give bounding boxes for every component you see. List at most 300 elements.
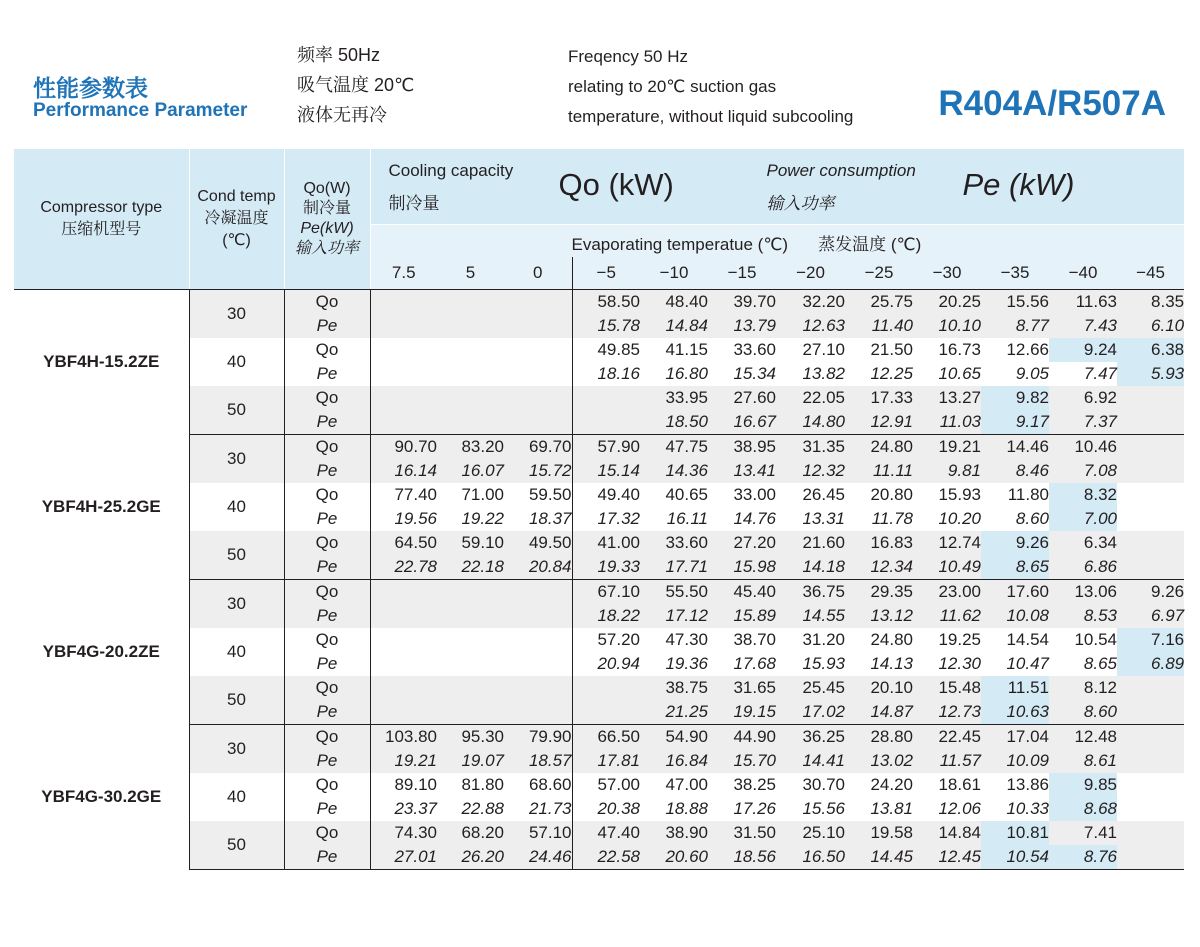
pe-value [504, 604, 572, 628]
pe-value: 12.91 [845, 410, 913, 435]
qo-value: 11.51 [981, 676, 1049, 700]
qo-value: 58.50 [572, 290, 640, 315]
header-qpe-line: Pe(kW) [300, 220, 354, 237]
pe-value: 19.33 [572, 555, 640, 580]
table-header [14, 149, 1184, 290]
qo-value: 57.20 [572, 628, 640, 652]
qo-label: Qo [284, 386, 370, 410]
qo-value [504, 580, 572, 605]
pe-value [370, 362, 437, 386]
pe-value [437, 604, 504, 628]
qo-value: 69.70 [504, 435, 572, 460]
qo-value: 19.58 [845, 821, 913, 845]
qo-value [370, 580, 437, 605]
pe-value: 8.77 [981, 314, 1049, 338]
pe-value: 13.79 [708, 314, 776, 338]
pe-value: 10.09 [981, 749, 1049, 773]
condition-cn-line: 频率 50Hz [297, 45, 381, 65]
pe-label: Pe [284, 700, 370, 725]
evap-temp-en: Evaporating temperatue (℃) [571, 235, 789, 254]
qo-value: 13.06 [1049, 580, 1117, 605]
pe-value: 12.73 [913, 700, 981, 725]
header-evap-temp [370, 225, 1184, 258]
qo-value [504, 338, 572, 362]
table-row [14, 580, 1184, 605]
qo-value: 24.80 [845, 628, 913, 652]
table-row [14, 435, 1184, 460]
pe-label: Pe [284, 507, 370, 531]
pe-value: 19.56 [370, 507, 437, 531]
qo-value: 27.20 [708, 531, 776, 555]
table-row [14, 386, 1184, 410]
table-row [14, 531, 1184, 555]
pe-value: 17.12 [640, 604, 708, 628]
pe-value [1117, 555, 1184, 580]
pe-value: 8.60 [1049, 700, 1117, 725]
table-row [14, 290, 1184, 315]
qo-value: 38.90 [640, 821, 708, 845]
pe-value: 16.80 [640, 362, 708, 386]
pe-value [1117, 700, 1184, 725]
qo-value: 45.40 [708, 580, 776, 605]
qo-value [437, 290, 504, 315]
qo-label: Qo [284, 483, 370, 507]
pe-value: 13.02 [845, 749, 913, 773]
qo-value: 15.56 [981, 290, 1049, 315]
pe-value: 13.31 [776, 507, 845, 531]
pe-value: 12.32 [776, 459, 845, 483]
cond-temp-value: 30 [189, 580, 284, 629]
qo-value [1117, 435, 1184, 460]
qo-value: 16.83 [845, 531, 913, 555]
qo-value: 57.00 [572, 773, 640, 797]
pe-value: 19.22 [437, 507, 504, 531]
pe-value [504, 652, 572, 676]
qo-value: 9.85 [1049, 773, 1117, 797]
qo-value: 31.35 [776, 435, 845, 460]
qo-value: 9.24 [1049, 338, 1117, 362]
qo-value: 74.30 [370, 821, 437, 845]
compressor-model-name: YBF4H-15.2ZE [14, 290, 189, 435]
qo-value: 14.54 [981, 628, 1049, 652]
qo-value: 89.10 [370, 773, 437, 797]
pe-value: 22.58 [572, 845, 640, 870]
pe-label: Pe [284, 652, 370, 676]
qo-label: Qo [284, 290, 370, 315]
pe-value: 14.55 [776, 604, 845, 628]
evap-temp-header: 7.5 [370, 257, 437, 290]
evap-temp-header: 5 [437, 257, 504, 290]
qo-value: 68.20 [437, 821, 504, 845]
pe-value: 11.57 [913, 749, 981, 773]
cooling-capacity-unit: Qo (kW) [558, 167, 674, 202]
qo-label: Qo [284, 821, 370, 845]
evap-temp-header: −35 [981, 257, 1049, 290]
pe-value: 17.81 [572, 749, 640, 773]
evap-temp-header: −40 [1049, 257, 1117, 290]
pe-value: 8.61 [1049, 749, 1117, 773]
qo-value: 31.20 [776, 628, 845, 652]
qo-value: 8.35 [1117, 290, 1184, 315]
pe-value: 13.81 [845, 797, 913, 821]
qo-value: 28.80 [845, 725, 913, 750]
pe-value: 11.11 [845, 459, 913, 483]
pe-value: 17.26 [708, 797, 776, 821]
header-type-en: Compressor type [40, 199, 163, 216]
pe-value [1117, 845, 1184, 870]
qo-value: 77.40 [370, 483, 437, 507]
qo-value [572, 386, 640, 410]
qo-value: 29.35 [845, 580, 913, 605]
pe-value: 8.46 [981, 459, 1049, 483]
qo-value: 44.90 [708, 725, 776, 750]
pe-value: 15.78 [572, 314, 640, 338]
condition-cn-line: 吸气温度 20℃ [297, 75, 415, 95]
conditions-en [568, 42, 853, 132]
qo-value [1117, 531, 1184, 555]
pe-value: 6.10 [1117, 314, 1184, 338]
pe-value: 14.41 [776, 749, 845, 773]
qo-label: Qo [284, 338, 370, 362]
qo-value: 30.70 [776, 773, 845, 797]
pe-value: 7.43 [1049, 314, 1117, 338]
pe-value: 24.46 [504, 845, 572, 870]
pe-value [437, 362, 504, 386]
qo-value: 23.00 [913, 580, 981, 605]
pe-value: 12.06 [913, 797, 981, 821]
qo-value [504, 676, 572, 700]
qo-value: 39.70 [708, 290, 776, 315]
evap-temp-header: 0 [504, 257, 572, 290]
qo-value: 49.85 [572, 338, 640, 362]
pe-value: 18.56 [708, 845, 776, 870]
condition-en-line: Freqency 50 Hz [568, 47, 688, 66]
pe-value: 21.73 [504, 797, 572, 821]
qo-value [1117, 483, 1184, 507]
pe-value: 18.50 [640, 410, 708, 435]
pe-value: 12.45 [913, 845, 981, 870]
qo-value: 12.66 [981, 338, 1049, 362]
qo-value: 83.20 [437, 435, 504, 460]
pe-value [504, 410, 572, 435]
pe-value: 26.20 [437, 845, 504, 870]
qo-value: 95.30 [437, 725, 504, 750]
header-compressor-type [14, 149, 189, 290]
pe-value: 14.84 [640, 314, 708, 338]
qo-value: 13.27 [913, 386, 981, 410]
pe-value [437, 652, 504, 676]
qo-value: 8.12 [1049, 676, 1117, 700]
qo-value: 68.60 [504, 773, 572, 797]
header-qo-pe [284, 149, 370, 290]
qo-value: 79.90 [504, 725, 572, 750]
pe-label: Pe [284, 314, 370, 338]
qo-value [370, 386, 437, 410]
qo-value: 19.21 [913, 435, 981, 460]
power-consumption-unit: Pe (kW) [962, 167, 1075, 202]
compressor-model-name: YBF4H-25.2GE [14, 435, 189, 580]
pe-value [1117, 410, 1184, 435]
cooling-capacity-cn: 制冷量 [388, 194, 440, 213]
qo-value: 38.75 [640, 676, 708, 700]
qo-value: 47.40 [572, 821, 640, 845]
qo-value [437, 628, 504, 652]
qo-value [504, 290, 572, 315]
pe-value: 17.71 [640, 555, 708, 580]
qo-value: 21.60 [776, 531, 845, 555]
pe-value: 14.76 [708, 507, 776, 531]
pe-value: 8.53 [1049, 604, 1117, 628]
table-row [14, 773, 1184, 797]
header-cond-unit: (℃) [222, 232, 251, 249]
header-type-cn: 压缩机型号 [61, 221, 142, 238]
compressor-model-name: YBF4G-30.2GE [14, 725, 189, 870]
qo-value: 81.80 [437, 773, 504, 797]
pe-value: 15.70 [708, 749, 776, 773]
pe-value: 18.88 [640, 797, 708, 821]
qo-value: 11.80 [981, 483, 1049, 507]
qo-value: 10.46 [1049, 435, 1117, 460]
qo-value: 19.25 [913, 628, 981, 652]
qo-value [1117, 725, 1184, 750]
qo-value: 47.00 [640, 773, 708, 797]
cond-temp-value: 50 [189, 531, 284, 580]
table-row [14, 821, 1184, 845]
cond-temp-value: 30 [189, 290, 284, 339]
qo-value: 66.50 [572, 725, 640, 750]
pe-value [572, 410, 640, 435]
qo-value: 67.10 [572, 580, 640, 605]
header-qpe-line: 输入功率 [294, 240, 359, 257]
qo-value: 33.95 [640, 386, 708, 410]
qo-value: 33.00 [708, 483, 776, 507]
pe-value: 15.56 [776, 797, 845, 821]
table-row [14, 483, 1184, 507]
qo-value: 15.48 [913, 676, 981, 700]
pe-value: 19.07 [437, 749, 504, 773]
pe-value: 15.34 [708, 362, 776, 386]
pe-value: 7.47 [1049, 362, 1117, 386]
qo-value [370, 628, 437, 652]
qo-value: 103.80 [370, 725, 437, 750]
qo-value: 55.50 [640, 580, 708, 605]
pe-value: 13.82 [776, 362, 845, 386]
qo-value: 12.48 [1049, 725, 1117, 750]
qo-value: 25.45 [776, 676, 845, 700]
pe-label: Pe [284, 749, 370, 773]
pe-value: 19.36 [640, 652, 708, 676]
pe-value: 9.05 [981, 362, 1049, 386]
pe-value: 16.14 [370, 459, 437, 483]
pe-value: 10.65 [913, 362, 981, 386]
header-qpe-line: Qo(W) [303, 180, 351, 197]
pe-value: 15.72 [504, 459, 572, 483]
qo-value: 20.80 [845, 483, 913, 507]
pe-value: 19.15 [708, 700, 776, 725]
header-cond-cn: 冷凝温度 [204, 210, 269, 227]
pe-value: 11.78 [845, 507, 913, 531]
qo-value: 41.00 [572, 531, 640, 555]
pe-value: 11.03 [913, 410, 981, 435]
qo-value [1117, 821, 1184, 845]
qo-value: 10.81 [981, 821, 1049, 845]
pe-value: 13.12 [845, 604, 913, 628]
pe-value [504, 314, 572, 338]
qo-value: 20.25 [913, 290, 981, 315]
pe-value: 8.76 [1049, 845, 1117, 870]
qo-value: 38.70 [708, 628, 776, 652]
qo-value: 26.45 [776, 483, 845, 507]
qo-value [437, 338, 504, 362]
qo-value: 14.84 [913, 821, 981, 845]
condition-en-line: relating to 20℃ suction gas [568, 77, 777, 96]
pe-value: 11.62 [913, 604, 981, 628]
qo-value: 31.65 [708, 676, 776, 700]
pe-value: 22.88 [437, 797, 504, 821]
cond-temp-value: 50 [189, 386, 284, 435]
pe-value [437, 700, 504, 725]
pe-value: 12.25 [845, 362, 913, 386]
qo-value: 27.60 [708, 386, 776, 410]
qo-value: 40.65 [640, 483, 708, 507]
cooling-capacity-en: Cooling capacity [388, 161, 514, 180]
qo-value: 36.75 [776, 580, 845, 605]
power-consumption-cn: 输入功率 [766, 194, 835, 213]
refrigerant-label: R404A/R507A [938, 84, 1166, 123]
pe-label: Pe [284, 555, 370, 580]
page-header [0, 0, 1200, 145]
pe-value: 19.21 [370, 749, 437, 773]
pe-label: Pe [284, 797, 370, 821]
qo-value: 16.73 [913, 338, 981, 362]
pe-label: Pe [284, 845, 370, 870]
pe-value: 10.33 [981, 797, 1049, 821]
qo-value: 33.60 [640, 531, 708, 555]
qo-value [437, 386, 504, 410]
pe-value: 13.41 [708, 459, 776, 483]
qo-value [1117, 773, 1184, 797]
pe-value: 8.65 [1049, 652, 1117, 676]
header-cond-temp [189, 149, 284, 290]
evap-temp-header: −10 [640, 257, 708, 290]
table-row [14, 676, 1184, 700]
pe-value: 27.01 [370, 845, 437, 870]
title-cn: 性能参数表 [33, 75, 148, 101]
table-row [14, 338, 1184, 362]
pe-label: Pe [284, 604, 370, 628]
pe-value: 14.36 [640, 459, 708, 483]
performance-table [14, 149, 1184, 870]
qo-value: 27.10 [776, 338, 845, 362]
qo-value: 32.20 [776, 290, 845, 315]
pe-value: 5.93 [1117, 362, 1184, 386]
qo-value: 7.16 [1117, 628, 1184, 652]
qo-value [437, 580, 504, 605]
evap-temp-header: −45 [1117, 257, 1184, 290]
conditions-cn [297, 40, 414, 130]
title-en: Performance Parameter [33, 100, 248, 121]
cond-temp-value: 50 [189, 821, 284, 870]
qo-value: 14.46 [981, 435, 1049, 460]
pe-value: 18.22 [572, 604, 640, 628]
header-capacity-group [370, 149, 1184, 225]
qo-label: Qo [284, 580, 370, 605]
pe-value: 18.16 [572, 362, 640, 386]
qo-value: 6.34 [1049, 531, 1117, 555]
pe-value [437, 314, 504, 338]
pe-value: 6.89 [1117, 652, 1184, 676]
pe-value [1117, 507, 1184, 531]
table-row [14, 628, 1184, 652]
qo-value: 20.10 [845, 676, 913, 700]
pe-value: 16.50 [776, 845, 845, 870]
pe-value: 20.38 [572, 797, 640, 821]
qo-value: 8.32 [1049, 483, 1117, 507]
pe-value: 22.18 [437, 555, 504, 580]
pe-value: 14.45 [845, 845, 913, 870]
pe-value [370, 652, 437, 676]
compressor-model-name: YBF4G-20.2ZE [14, 580, 189, 725]
qo-value: 25.75 [845, 290, 913, 315]
pe-value: 9.17 [981, 410, 1049, 435]
pe-value: 20.94 [572, 652, 640, 676]
pe-value [370, 604, 437, 628]
qo-value [437, 676, 504, 700]
pe-value: 17.68 [708, 652, 776, 676]
qo-value: 15.93 [913, 483, 981, 507]
pe-value [370, 700, 437, 725]
table-row [14, 725, 1184, 750]
evap-temp-header: −25 [845, 257, 913, 290]
pe-value [1117, 797, 1184, 821]
pe-value [370, 410, 437, 435]
qo-value: 47.30 [640, 628, 708, 652]
qo-value: 41.15 [640, 338, 708, 362]
pe-value [370, 314, 437, 338]
pe-value: 23.37 [370, 797, 437, 821]
qo-value: 25.10 [776, 821, 845, 845]
pe-value: 12.34 [845, 555, 913, 580]
pe-value: 14.18 [776, 555, 845, 580]
cond-temp-value: 40 [189, 773, 284, 821]
qo-value: 12.74 [913, 531, 981, 555]
qo-label: Qo [284, 531, 370, 555]
pe-value: 7.08 [1049, 459, 1117, 483]
pe-value: 7.37 [1049, 410, 1117, 435]
qo-value: 18.61 [913, 773, 981, 797]
qo-value: 9.82 [981, 386, 1049, 410]
pe-value: 11.40 [845, 314, 913, 338]
pe-value: 15.89 [708, 604, 776, 628]
qo-value: 54.90 [640, 725, 708, 750]
pe-value: 17.02 [776, 700, 845, 725]
header-cond-en: Cond temp [197, 188, 276, 205]
qo-value: 17.04 [981, 725, 1049, 750]
qo-value: 22.45 [913, 725, 981, 750]
qo-label: Qo [284, 435, 370, 460]
qo-value: 21.50 [845, 338, 913, 362]
qo-value: 13.86 [981, 773, 1049, 797]
pe-value: 16.84 [640, 749, 708, 773]
qo-value: 49.40 [572, 483, 640, 507]
pe-value: 20.60 [640, 845, 708, 870]
pe-value [1117, 749, 1184, 773]
pe-value: 21.25 [640, 700, 708, 725]
power-consumption-en: Power consumption [766, 161, 916, 180]
pe-label: Pe [284, 410, 370, 435]
pe-value: 12.63 [776, 314, 845, 338]
qo-value: 59.50 [504, 483, 572, 507]
